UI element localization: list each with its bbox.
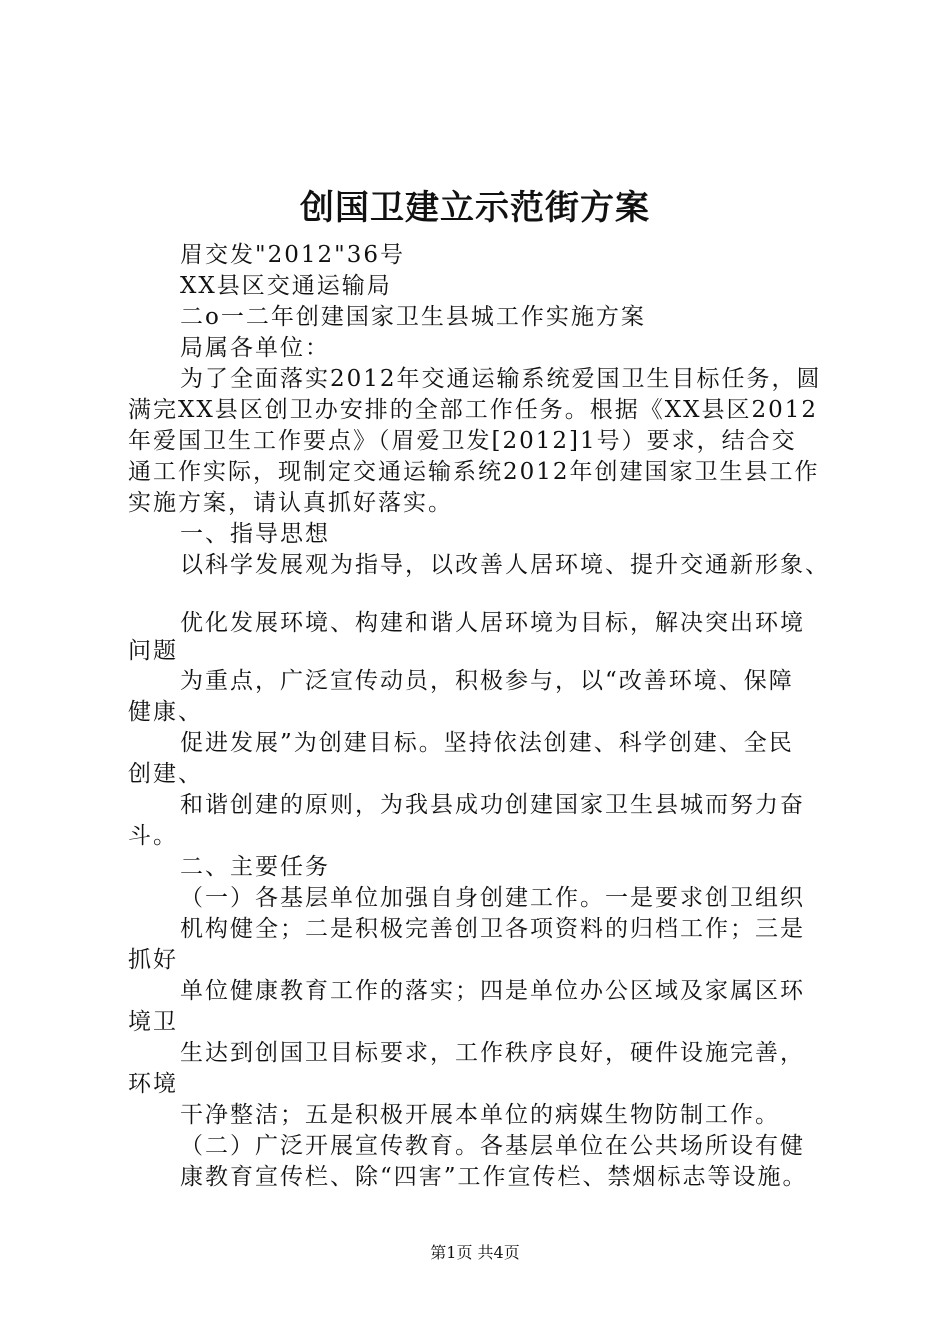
page-footer: 第1页 共4页 — [430, 1243, 520, 1262]
section-heading: 一、指导思想 — [180, 521, 330, 547]
section-heading: 二、主要任务 — [180, 854, 330, 880]
salutation-line: 局属各单位： — [180, 335, 330, 361]
paragraph-line: 为重点，广泛宣传动员，积极参与，以“改善环境、保障 — [180, 668, 794, 694]
paragraph-line: 环境 — [128, 1071, 178, 1097]
paragraph-line: 优化发展环境、构建和谐人居环境为目标，解决突出环境 — [180, 610, 805, 636]
paragraph-line: 干净整洁；五是积极开展本单位的病媒生物防制工作。 — [180, 1102, 780, 1128]
paragraph-line: 促进发展”为创建目标。坚持依法创建、科学创建、全民 — [180, 730, 794, 756]
paragraph-line: 机构健全；二是积极完善创卫各项资料的归档工作；三是 — [180, 916, 805, 942]
paragraph-line: 通工作实际，现制定交通运输系统2012年创建国家卫生县工作 — [128, 459, 820, 485]
document-title: 创国卫建立示范街方案 — [300, 188, 650, 228]
paragraph-line: （一）各基层单位加强自身创建工作。一是要求创卫组织 — [180, 885, 805, 911]
paragraph-line: 为了全面落实2012年交通运输系统爱国卫生目标任务，圆 — [180, 366, 822, 392]
paragraph-line: 年爱国卫生工作要点》（眉爱卫发[2012]1号）要求，结合交 — [128, 428, 797, 454]
paragraph-line: 满完XX县区创卫办安排的全部工作任务。根据《XX县区2012 — [128, 397, 819, 423]
paragraph-line: 康教育宣传栏、除“四害”工作宣传栏、禁烟标志等设施。 — [180, 1164, 808, 1190]
plan-title-line: 二o一二年创建国家卫生县城工作实施方案 — [180, 304, 646, 330]
paragraph-line: 健康、 — [128, 699, 203, 725]
paragraph-line: 创建、 — [128, 761, 203, 787]
paragraph-line: （二）广泛开展宣传教育。各基层单位在公共场所设有健 — [180, 1133, 805, 1159]
doc-number-line: 眉交发"2012"36号 — [180, 242, 405, 268]
issuer-line: XX县区交通运输局 — [180, 273, 392, 299]
paragraph-line: 和谐创建的原则，为我县成功创建国家卫生县城而努力奋 — [180, 792, 805, 818]
paragraph-line: 斗。 — [128, 823, 178, 849]
paragraph-line: 抓好 — [128, 947, 178, 973]
paragraph-line: 以科学发展观为指导，以改善人居环境、提升交通新形象、 — [180, 552, 830, 578]
paragraph-line: 问题 — [128, 638, 178, 664]
paragraph-line: 实施方案，请认真抓好落实。 — [128, 490, 453, 516]
paragraph-line: 境卫 — [128, 1009, 178, 1035]
paragraph-line: 单位健康教育工作的落实；四是单位办公区域及家属区环 — [180, 978, 805, 1004]
paragraph-line: 生达到创国卫目标要求，工作秩序良好，硬件设施完善， — [180, 1040, 805, 1066]
